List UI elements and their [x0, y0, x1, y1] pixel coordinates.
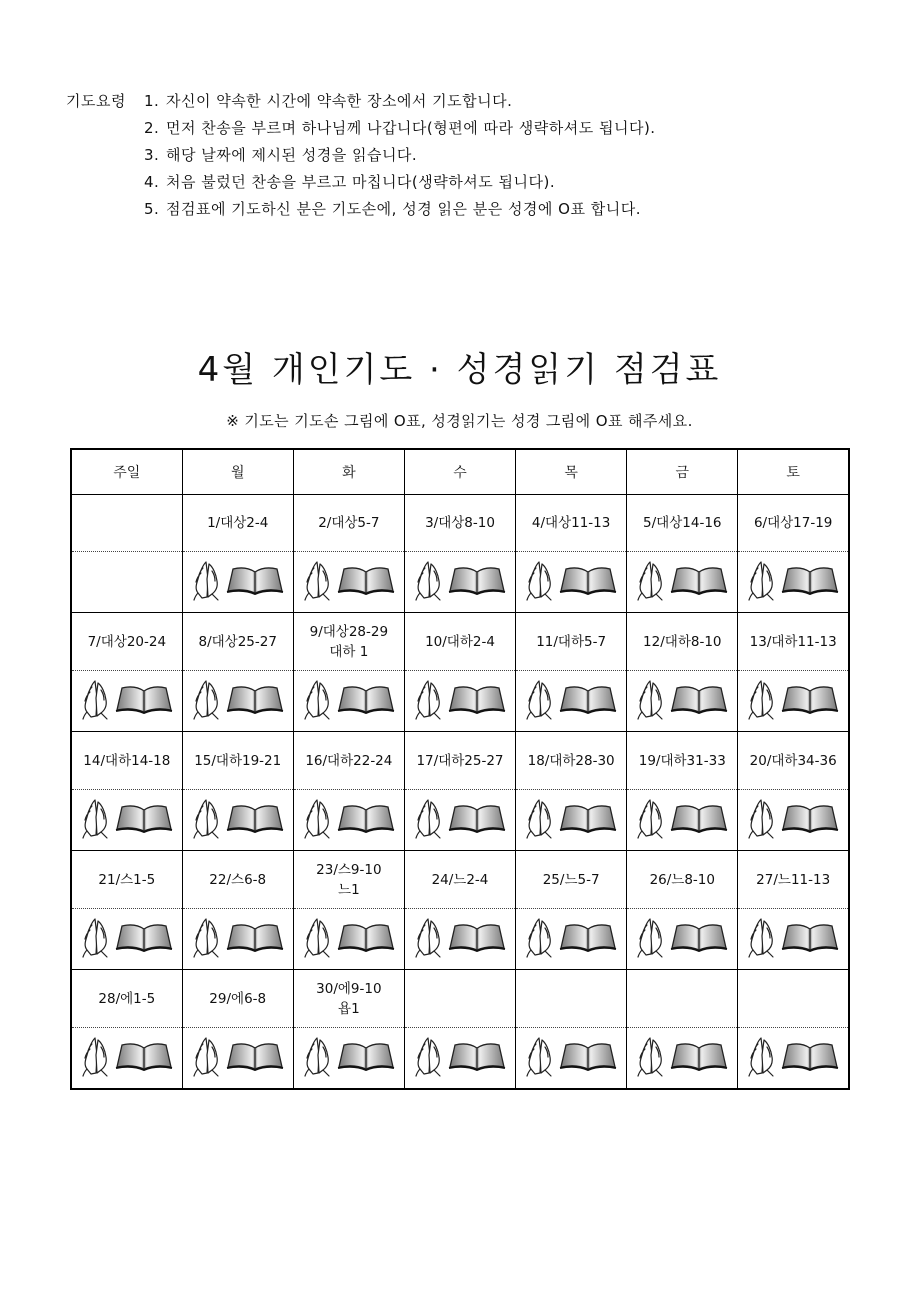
check-icons [636, 916, 728, 958]
date-row [71, 851, 849, 909]
bible-icon[interactable] [115, 1041, 173, 1071]
check-icons [414, 559, 506, 601]
praying-hands-icon[interactable] [525, 1035, 555, 1077]
bible-icon[interactable] [448, 565, 506, 595]
reading-assignment: 7/대상20-24 [71, 613, 182, 671]
instruction-number: 2. [144, 119, 160, 137]
bible-icon[interactable] [670, 803, 728, 833]
praying-hands-icon[interactable] [303, 916, 333, 958]
weekday-header: 화 [293, 449, 404, 495]
check-icons [81, 797, 173, 839]
bible-icon[interactable] [337, 565, 395, 595]
check-icon-row [71, 790, 849, 851]
weekday-header: 토 [738, 449, 849, 495]
check-cell [71, 790, 182, 851]
bible-icon[interactable] [559, 922, 617, 952]
praying-hands-icon[interactable] [192, 916, 222, 958]
check-cell [516, 552, 627, 613]
praying-hands-icon[interactable] [525, 916, 555, 958]
check-icons [525, 678, 617, 720]
reading-assignment: 23/스9-10 느1 [293, 851, 404, 909]
instruction-text: 점검표에 기도하신 분은 기도손에, 성경 읽은 분은 성경에 O표 합니다. [166, 200, 641, 218]
check-cell [182, 552, 293, 613]
check-cell [404, 671, 515, 732]
check-icons [81, 678, 173, 720]
check-icons [192, 916, 284, 958]
check-icons [303, 559, 395, 601]
praying-hands-icon[interactable] [525, 797, 555, 839]
check-icons [192, 1035, 284, 1077]
check-icon-row [71, 1028, 849, 1090]
check-cell [404, 1028, 515, 1090]
praying-hands-icon[interactable] [192, 678, 222, 720]
check-icons [525, 1035, 617, 1077]
reading-assignment: 20/대하34-36 [738, 732, 849, 790]
bible-icon[interactable] [781, 565, 839, 595]
check-cell [293, 1028, 404, 1090]
check-cell [627, 552, 738, 613]
bible-icon[interactable] [337, 684, 395, 714]
check-cell [738, 671, 849, 732]
instruction-item [66, 196, 886, 223]
instruction-number: 5. [144, 200, 160, 218]
check-icons [525, 797, 617, 839]
weekday-header: 금 [627, 449, 738, 495]
check-cell [738, 790, 849, 851]
check-cell [404, 790, 515, 851]
reading-assignment: 25/느5-7 [516, 851, 627, 909]
reading-assignment: 18/대하28-30 [516, 732, 627, 790]
bible-icon[interactable] [559, 1041, 617, 1071]
check-icon-row [71, 671, 849, 732]
check-cell [404, 552, 515, 613]
check-icons [636, 559, 728, 601]
instructions [66, 88, 886, 223]
reading-assignment: 9/대상28-29 대하 1 [293, 613, 404, 671]
reading-assignment [404, 970, 515, 1028]
check-icons [303, 916, 395, 958]
praying-hands-icon[interactable] [414, 1035, 444, 1077]
praying-hands-icon[interactable] [636, 1035, 666, 1077]
check-icons [414, 678, 506, 720]
check-icons [192, 678, 284, 720]
bible-icon[interactable] [226, 684, 284, 714]
praying-hands-icon[interactable] [747, 1035, 777, 1077]
check-icons [303, 797, 395, 839]
praying-hands-icon[interactable] [81, 678, 111, 720]
reading-assignment: 4/대상11-13 [516, 495, 627, 552]
check-icon-row [71, 552, 849, 613]
reading-assignment: 30/에9-10 욥1 [293, 970, 404, 1028]
praying-hands-icon[interactable] [414, 678, 444, 720]
praying-hands-icon[interactable] [525, 678, 555, 720]
praying-hands-icon[interactable] [303, 678, 333, 720]
bible-icon[interactable] [448, 922, 506, 952]
bible-icon[interactable] [448, 684, 506, 714]
weekday-header: 월 [182, 449, 293, 495]
check-icons [192, 797, 284, 839]
checklist-body [71, 495, 849, 1090]
reading-assignment: 16/대하22-24 [293, 732, 404, 790]
praying-hands-icon[interactable] [303, 1035, 333, 1077]
praying-hands-icon[interactable] [525, 559, 555, 601]
bible-icon[interactable] [226, 1041, 284, 1071]
praying-hands-icon[interactable] [81, 916, 111, 958]
praying-hands-icon[interactable] [303, 797, 333, 839]
check-cell [293, 552, 404, 613]
bible-icon[interactable] [448, 1041, 506, 1071]
bible-icon[interactable] [670, 1041, 728, 1071]
praying-hands-icon[interactable] [81, 1035, 111, 1077]
check-icons [636, 797, 728, 839]
check-cell [627, 909, 738, 970]
reading-assignment: 10/대하2-4 [404, 613, 515, 671]
reading-assignment: 24/느2-4 [404, 851, 515, 909]
check-icons [81, 916, 173, 958]
bible-icon[interactable] [226, 565, 284, 595]
check-cell [627, 1028, 738, 1090]
check-icons [636, 678, 728, 720]
praying-hands-icon[interactable] [192, 559, 222, 601]
check-cell [738, 1028, 849, 1090]
check-icons [525, 916, 617, 958]
checklist-table [70, 448, 850, 1090]
date-row [71, 970, 849, 1028]
check-icons [747, 559, 839, 601]
check-icons [747, 797, 839, 839]
praying-hands-icon[interactable] [747, 916, 777, 958]
check-icons [525, 559, 617, 601]
praying-hands-icon[interactable] [192, 797, 222, 839]
check-cell [516, 909, 627, 970]
reading-assignment: 2/대상5-7 [293, 495, 404, 552]
reading-assignment: 3/대상8-10 [404, 495, 515, 552]
reading-assignment [516, 970, 627, 1028]
praying-hands-icon[interactable] [81, 797, 111, 839]
instructions-label: 기도요령 [66, 92, 126, 110]
instruction-item [66, 115, 886, 142]
bible-icon[interactable] [337, 1041, 395, 1071]
bible-icon[interactable] [337, 803, 395, 833]
instruction-item [66, 169, 886, 196]
bible-icon[interactable] [559, 803, 617, 833]
check-cell [182, 671, 293, 732]
instruction-item [66, 142, 886, 169]
instruction-text: 자신이 약속한 시간에 약속한 장소에서 기도합니다. [166, 92, 513, 110]
reading-assignment [738, 970, 849, 1028]
reading-assignment: 21/스1-5 [71, 851, 182, 909]
bible-icon[interactable] [115, 684, 173, 714]
praying-hands-icon[interactable] [303, 559, 333, 601]
praying-hands-icon[interactable] [747, 797, 777, 839]
check-cell [516, 1028, 627, 1090]
instruction-text: 해당 날짜에 제시된 성경을 읽습니다. [166, 146, 418, 164]
reading-assignment: 29/에6-8 [182, 970, 293, 1028]
date-row [71, 732, 849, 790]
check-icons [636, 1035, 728, 1077]
bible-icon[interactable] [781, 803, 839, 833]
instruction-text: 먼저 찬송을 부르며 하나님께 나갑니다(형편에 따라 생략하셔도 됩니다). [166, 119, 656, 137]
reading-assignment [71, 495, 182, 552]
reading-assignment: 26/느8-10 [627, 851, 738, 909]
reading-assignment: 6/대상17-19 [738, 495, 849, 552]
check-cell [293, 671, 404, 732]
praying-hands-icon[interactable] [414, 916, 444, 958]
check-icons [303, 1035, 395, 1077]
praying-hands-icon[interactable] [636, 916, 666, 958]
reading-assignment: 13/대하11-13 [738, 613, 849, 671]
praying-hands-icon[interactable] [636, 559, 666, 601]
date-row [71, 495, 849, 552]
check-icons [414, 916, 506, 958]
bible-icon[interactable] [226, 803, 284, 833]
praying-hands-icon[interactable] [414, 797, 444, 839]
bible-icon[interactable] [115, 803, 173, 833]
weekday-header: 수 [404, 449, 515, 495]
check-cell [182, 790, 293, 851]
reading-assignment: 11/대하5-7 [516, 613, 627, 671]
check-icon-row [71, 909, 849, 970]
check-icons [747, 678, 839, 720]
reading-assignment: 1/대상2-4 [182, 495, 293, 552]
check-cell [293, 909, 404, 970]
praying-hands-icon[interactable] [636, 797, 666, 839]
bible-icon[interactable] [670, 684, 728, 714]
bible-icon[interactable] [115, 922, 173, 952]
check-cell [738, 909, 849, 970]
weekday-header: 목 [516, 449, 627, 495]
instruction-number: 4. [144, 173, 160, 191]
bible-icon[interactable] [781, 922, 839, 952]
check-cell [627, 671, 738, 732]
check-icons [747, 1035, 839, 1077]
reading-assignment: 27/느11-13 [738, 851, 849, 909]
check-icons [81, 1035, 173, 1077]
instruction-number: 3. [144, 146, 160, 164]
bible-icon[interactable] [448, 803, 506, 833]
check-cell [71, 671, 182, 732]
check-icons [303, 678, 395, 720]
bible-icon[interactable] [670, 565, 728, 595]
weekday-header-row [71, 449, 849, 495]
check-cell [182, 1028, 293, 1090]
check-icons [747, 916, 839, 958]
check-icons [414, 1035, 506, 1077]
check-cell [71, 552, 182, 613]
reading-assignment: 8/대상25-27 [182, 613, 293, 671]
instruction-number: 1. [144, 92, 160, 110]
bible-icon[interactable] [226, 922, 284, 952]
reading-assignment: 5/대상14-16 [627, 495, 738, 552]
check-cell [293, 790, 404, 851]
check-cell [182, 909, 293, 970]
check-cell [738, 552, 849, 613]
reading-assignment [627, 970, 738, 1028]
check-icons [192, 559, 284, 601]
check-cell [627, 790, 738, 851]
reading-assignment: 19/대하31-33 [627, 732, 738, 790]
reading-assignment: 12/대하8-10 [627, 613, 738, 671]
reading-assignment: 15/대하19-21 [182, 732, 293, 790]
reading-assignment: 14/대하14-18 [71, 732, 182, 790]
check-cell [71, 909, 182, 970]
bible-icon[interactable] [781, 684, 839, 714]
check-cell [516, 790, 627, 851]
check-cell [71, 1028, 182, 1090]
bible-icon[interactable] [559, 565, 617, 595]
bible-icon[interactable] [781, 1041, 839, 1071]
reading-assignment: 28/에1-5 [71, 970, 182, 1028]
bible-icon[interactable] [337, 922, 395, 952]
praying-hands-icon[interactable] [747, 559, 777, 601]
instruction-note: ※ 기도는 기도손 그림에 O표, 성경읽기는 성경 그림에 O표 해주세요. [226, 412, 693, 430]
reading-assignment: 22/스6-8 [182, 851, 293, 909]
praying-hands-icon[interactable] [747, 678, 777, 720]
reading-assignment: 17/대하25-27 [404, 732, 515, 790]
instruction-text: 처음 불렀던 찬송을 부르고 마칩니다(생략하셔도 됩니다). [166, 173, 556, 191]
check-cell [516, 671, 627, 732]
check-icons [414, 797, 506, 839]
weekday-header: 주일 [71, 449, 182, 495]
date-row [71, 613, 849, 671]
check-cell [404, 909, 515, 970]
praying-hands-icon[interactable] [636, 678, 666, 720]
bible-icon[interactable] [559, 684, 617, 714]
page-title: 4월 개인기도 · 성경읽기 점검표 [197, 350, 722, 390]
bible-icon[interactable] [670, 922, 728, 952]
praying-hands-icon[interactable] [414, 559, 444, 601]
instruction-item [66, 88, 886, 115]
praying-hands-icon[interactable] [192, 1035, 222, 1077]
